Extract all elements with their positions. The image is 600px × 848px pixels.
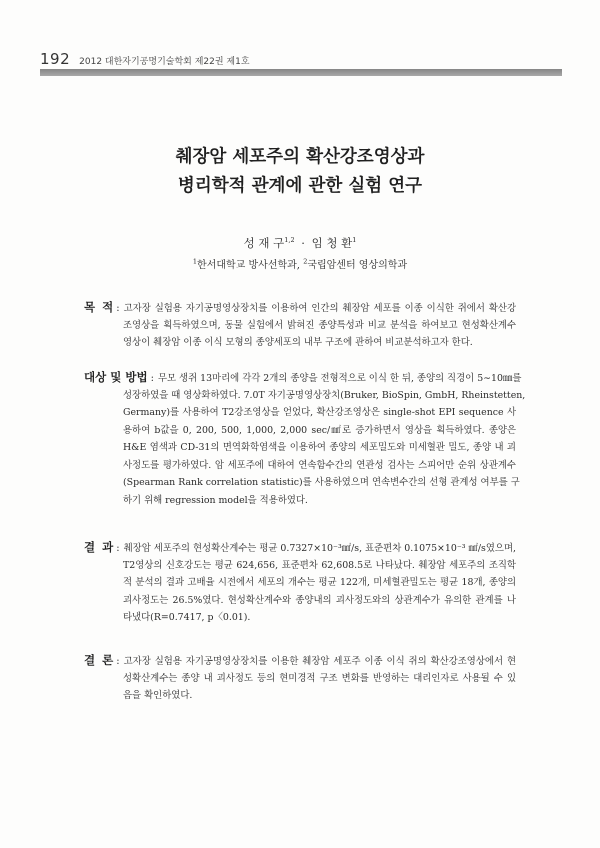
- running-header: [40, 50, 250, 68]
- body-line: Germany)를 사용하여 T2강조영상을 얻었다, 확산강조영상은 single-shot EPI sequence 사: [123, 407, 516, 418]
- label-colon: :: [150, 373, 154, 384]
- body-line: 적 분석의 결과 고배율 시전에서 세포의 개수는 평균 122개, 미세혈관밀도는 평균 18개, 종양의: [123, 577, 516, 588]
- author-list: [0, 235, 600, 251]
- section-conclusion: [84, 652, 516, 705]
- body-line: 하기 위해 regression model을 적용하였다.: [123, 494, 308, 506]
- section-first-line: [84, 539, 516, 557]
- section-first-line: [84, 652, 516, 670]
- body-line: H&E 염색과 CD-31의 면역화학염색을 이용하여 종양의 세포밀도와 미세혈관 밀도, 종양 내 괴: [123, 442, 516, 453]
- author-name: 성 재 구: [243, 236, 285, 250]
- section-purpose: [84, 299, 516, 352]
- affiliation-list: [0, 259, 600, 273]
- affiliation-name: 한서대학교 방사선학과,: [197, 260, 300, 271]
- section-label: 목 적: [84, 300, 114, 314]
- section-heading: [84, 299, 124, 318]
- affiliation-mark: 1: [192, 257, 198, 266]
- body-line: 음을 확인하였다.: [123, 690, 193, 701]
- header-rule: [40, 69, 562, 76]
- body-line: 성장하였을 때 영상화하였다. 7.0T 자기공명영상장치(Bruker, BioSpin, GmbH, Rheinstetten,: [123, 389, 526, 401]
- affiliation-mark: 2: [303, 257, 308, 266]
- body-line: 영상이 췌장암 이종 이식 모형의 종양세포의 내부 구조에 관하여 비교분석하고자 한다.: [123, 337, 473, 348]
- paper-title: [0, 143, 600, 201]
- affiliation-name: 국립암센터 영상의학과: [307, 260, 408, 271]
- section-methods: [84, 369, 526, 509]
- label-colon: :: [116, 543, 120, 554]
- journal-citation: 2012 대한자기공명기술학회 제22권 제1호: [79, 57, 250, 67]
- body-line: 성확산계수는 종양 내 괴사정도 등의 현미경적 구조 변화를 반영하는 대리인자로 사용될 수 있: [123, 672, 516, 684]
- body-line: T2영상의 신호강도는 평균 624,656, 표준편차 62,608.5로 나타났다. 췌장암 세포주의 조직학: [123, 559, 516, 571]
- author-separator: ·: [301, 236, 305, 250]
- section-heading: [84, 652, 124, 671]
- body-line: 고자장 실험용 자기공명영상장치를 이용한 췌장암 세포주 이종 이식 쥐의 확산강조영상에서 현: [123, 656, 516, 667]
- title-line: 병리학적 관계에 관한 실험 연구: [177, 176, 423, 196]
- body-line: (Spearman Rank correlation statistic)를 사용하였으며 연속변수간의 선형 관계성 여부를 구: [123, 477, 520, 488]
- author-affiliation-mark: 1,2: [284, 236, 295, 245]
- body-line: 타냈다(R=0.7417, p〈0.01).: [123, 612, 251, 623]
- body-line: 무모 생쥐 13마리에 각각 2개의 종양을 전형적으로 이식 한 뒤, 종양의 직경이 5∼10㎜를: [157, 373, 522, 384]
- section-heading: [84, 539, 124, 558]
- body-line: 고자장 실험용 자기공명영상장치를 이용하여 인간의 췌장암 세포를 이종 이식한 쥐에서 확산강: [123, 303, 516, 314]
- section-heading: [84, 369, 158, 388]
- page-number: 192: [40, 50, 71, 68]
- author-name: 임 청 환: [311, 236, 353, 250]
- label-colon: :: [116, 656, 120, 667]
- section-first-line: [84, 369, 522, 387]
- section-first-line: [84, 299, 516, 317]
- body-line: 췌장암 세포주의 현성확산계수는 평균 0.7327×10⁻³㎟/s, 표준편차 0.1075×10⁻³ ㎟/s였으며,: [123, 543, 517, 554]
- section-label: 대상 및 방법: [84, 370, 148, 384]
- section-label: 결 과: [84, 540, 114, 554]
- body-line: 괴사정도는 26.5%였다. 현성확산계수와 종양내의 괴사정도와의 상관계수가 유의한 관계를 나: [123, 594, 516, 606]
- body-line: 조영상을 획득하였으며, 동물 실험에서 밝혀진 종양특성과 비교 분석을 하여보고 현성확산계수: [123, 319, 516, 331]
- title-line: 췌장암 세포주의 확산강조영상과: [175, 147, 425, 167]
- section-results: [84, 539, 516, 627]
- label-colon: :: [116, 303, 120, 314]
- section-label: 결 론: [84, 653, 114, 667]
- body-line: 사정도를 평가하였다. 암 세포주에 대하여 연속함수간의 연관성 검사는 스피어만 순위 상관계수: [123, 459, 516, 471]
- body-line: 용하여 b값을 0, 200, 500, 1,000, 2,000 sec/㎟로 증가하면서 영상을 획득하였다. 종양은: [123, 424, 516, 436]
- author-affiliation-mark: 1: [352, 236, 357, 245]
